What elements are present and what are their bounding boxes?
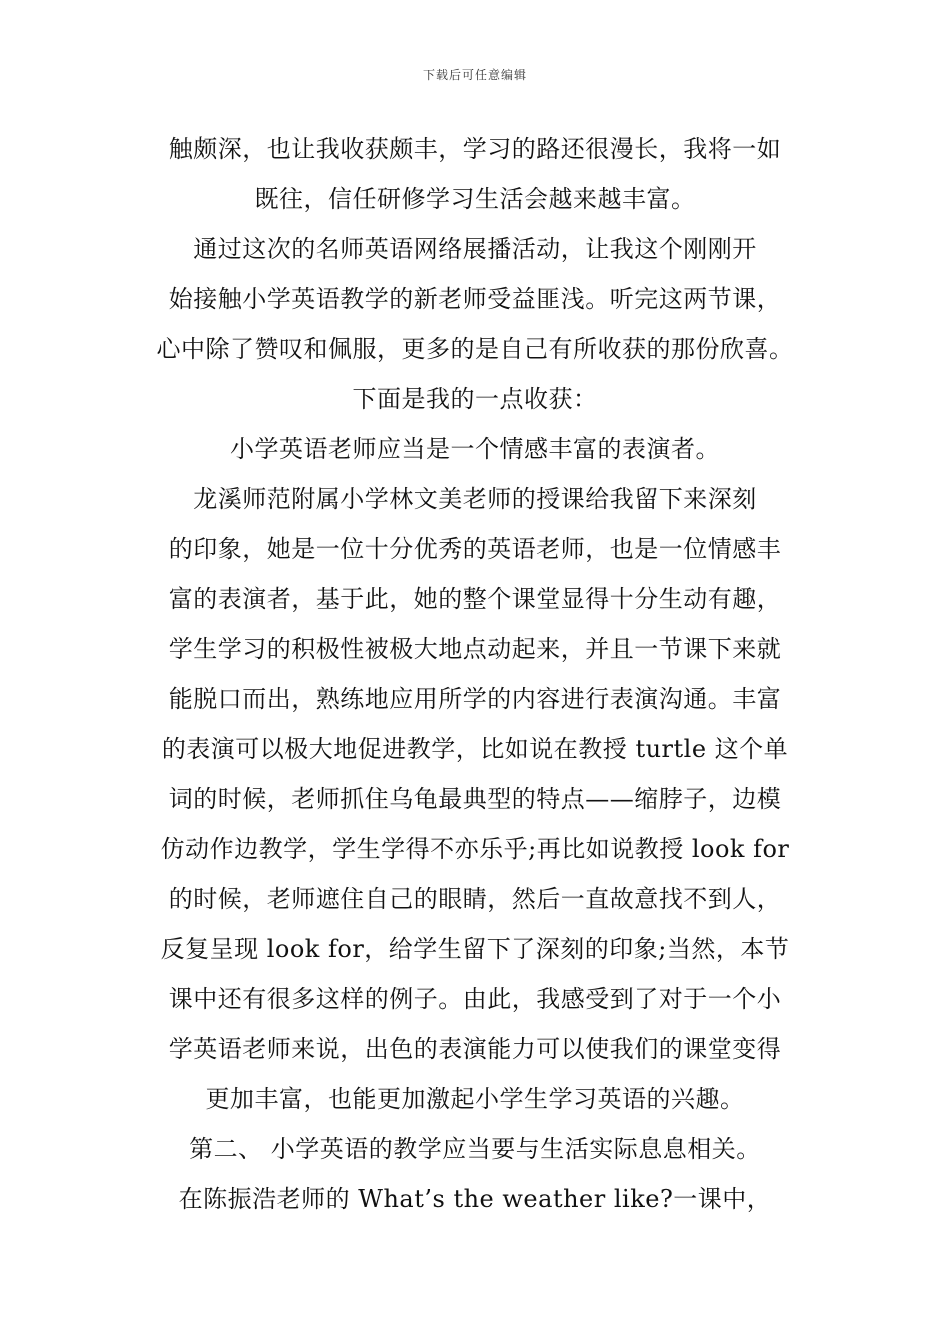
text-line: 反复呈现 look for，给学生留下了深刻的印象;当然，本节 — [160, 935, 790, 963]
page-header: 下载后可任意编辑 — [422, 68, 527, 82]
text-line: 更加丰富，也能更加激起小学生学习英语的兴趣。 — [205, 1085, 745, 1113]
text-line: 学英语老师来说，出色的表演能力可以使我们的课堂变得 — [168, 1035, 782, 1063]
text-line: 的印象，她是一位十分优秀的英语老师，也是一位情感丰 — [168, 535, 782, 563]
text-line: 始接触小学英语教学的新老师受益匪浅。听完这两节课， — [168, 285, 782, 313]
text-line: 下面是我的一点收获： — [352, 385, 598, 413]
text-line: 课中还有很多这样的例子。由此，我感受到了对于一个小 — [168, 985, 782, 1013]
text-line: 触颇深，也让我收获颇丰，学习的路还很漫长，我将一如 — [168, 135, 782, 163]
text-line: 通过这次的名师英语网络展播活动，让我这个刚刚开 — [193, 235, 757, 263]
text-line: 既往，信任研修学习生活会越来越丰富。 — [254, 185, 696, 213]
text-line: 学生学习的积极性被极大地点动起来，并且一节课下来就 — [168, 635, 782, 663]
text-line: 仿动作边教学，学生学得不亦乐乎;再比如说教授 look for — [160, 835, 790, 863]
text-line: 词的时候，老师抓住乌龟最典型的特点——缩脖子，边模 — [168, 785, 782, 813]
text-line: 第二、 小学英语的教学应当要与生活实际息息相关。 — [189, 1135, 761, 1163]
text-line: 心中除了赞叹和佩服，更多的是自己有所收获的那份欣喜。 — [156, 335, 794, 363]
text-line: 在陈振浩老师的 What’s the weather like?一课中， — [178, 1185, 772, 1213]
text-line: 小学英语老师应当是一个情感丰富的表演者。 — [230, 435, 720, 463]
text-line: 富的表演者，基于此，她的整个课堂显得十分生动有趣， — [168, 585, 782, 613]
text-line: 龙溪师范附属小学林文美老师的授课给我留下来深刻 — [193, 485, 757, 513]
text-line: 的表演可以极大地促进教学，比如说在教授 turtle 这个单 — [161, 735, 789, 763]
text-line: 能脱口而出，熟练地应用所学的内容进行表演沟通。丰富 — [168, 685, 782, 713]
text-line: 的时候，老师遮住自己的眼睛，然后一直故意找不到人， — [168, 885, 782, 913]
